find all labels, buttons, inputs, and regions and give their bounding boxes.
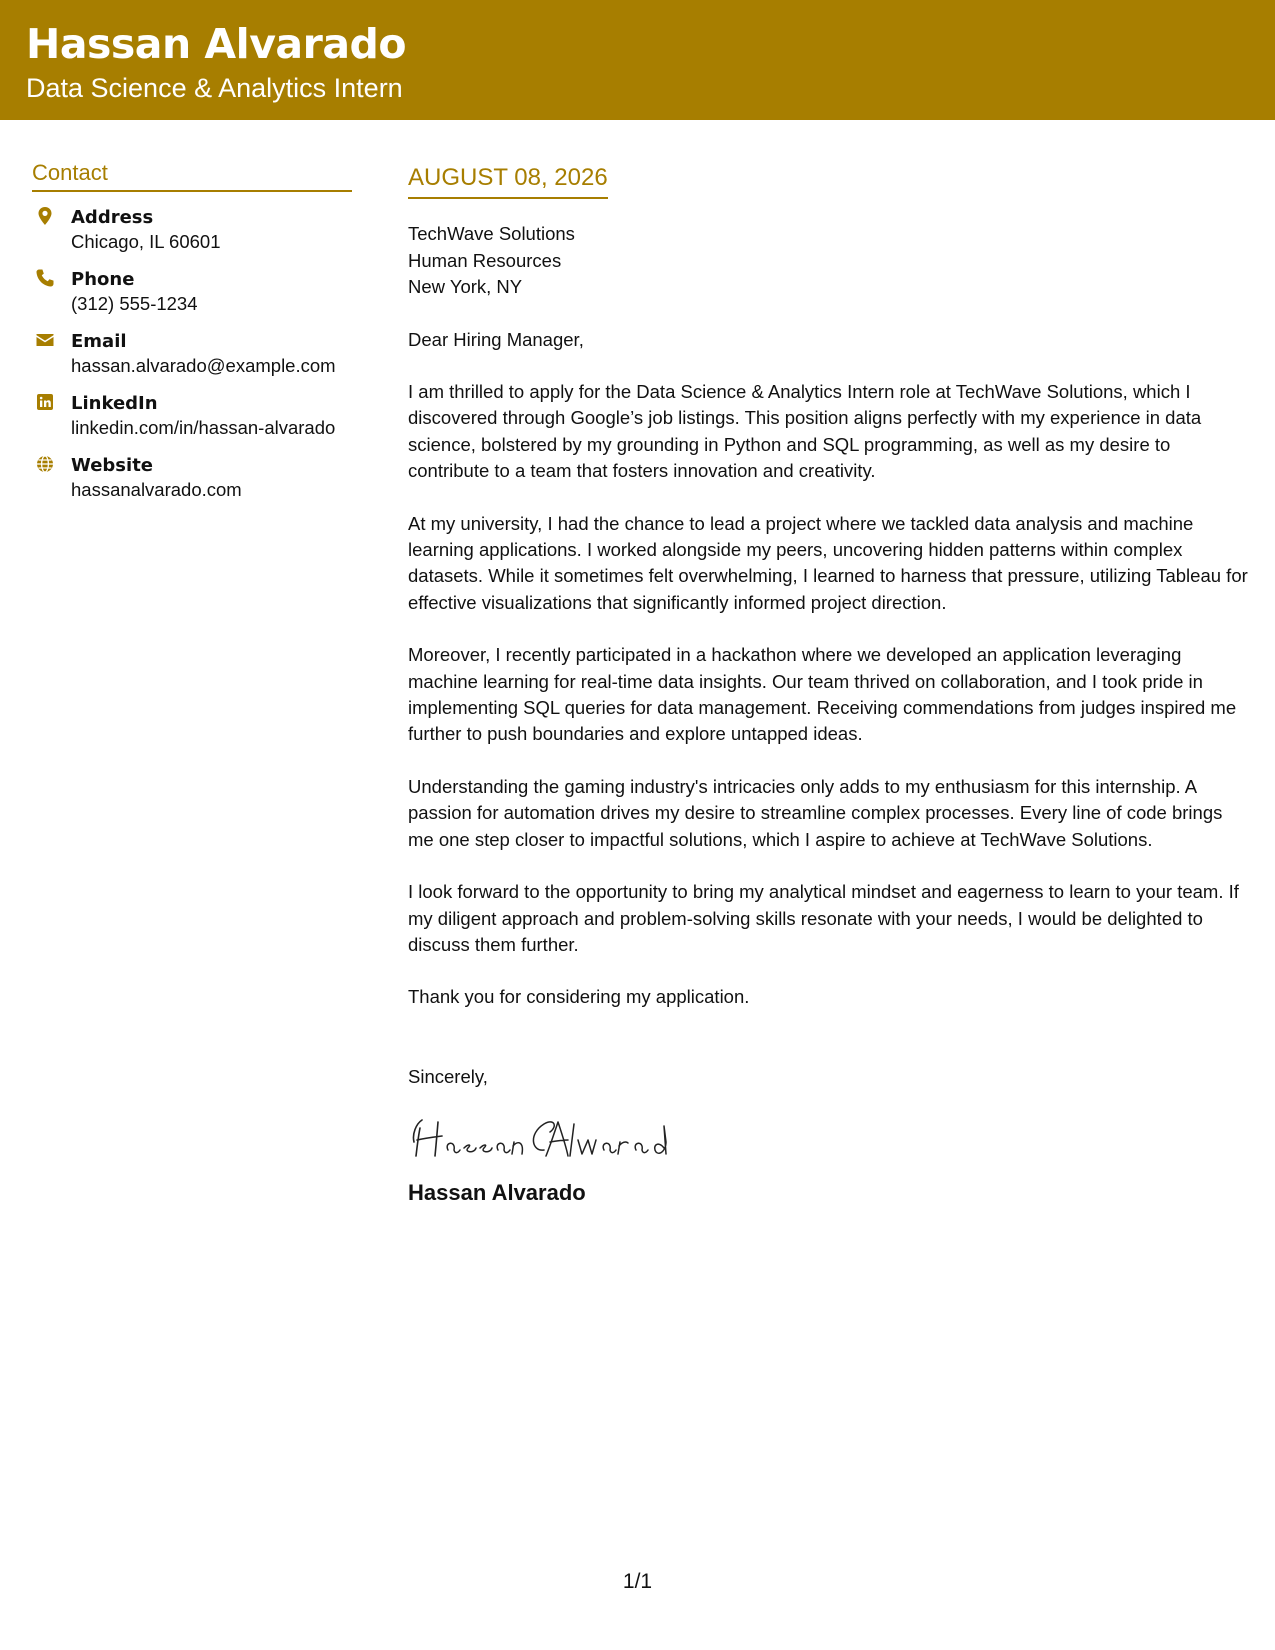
recipient-department: Human Resources	[408, 249, 562, 271]
phone-label: Phone	[71, 269, 135, 290]
linkedin-icon	[35, 392, 55, 412]
paragraph-5: I look forward to the opportunity to bring my analytical mindset and eagerness to learn to your team. If my diligent approach and problem-solving skills resonate with your needs, I would be delighted to discuss them further.	[408, 881, 1239, 955]
email-value: hassan.alvarado@example.com	[71, 355, 336, 376]
signer-name: Hassan Alvarado	[408, 1180, 586, 1206]
thanks-line: Thank you for considering my application.	[408, 986, 750, 1008]
handwritten-signature	[408, 1112, 678, 1162]
recipient-location: New York, NY	[408, 276, 523, 297]
phone-value: (312) 555-1234	[71, 293, 198, 314]
applicant-name: Hassan Alvarado	[26, 20, 406, 68]
address-value: Chicago, IL 60601	[71, 231, 221, 252]
paragraph-3: Moreover, I recently participated in a hackathon where we developed an application leveraging machine learning for real-time data insights. Our team thrived on collaboration, and I took pride in implementing SQL queries for data management. Receiving commendations from judges inspired me further to push boundaries and explore untapped ideas.	[408, 644, 1237, 745]
page-number: 1/1	[622, 1570, 653, 1593]
linkedin-value: linkedin.com/in/hassan-alvarado	[71, 417, 336, 438]
contact-item-phone	[32, 268, 352, 316]
envelope-icon	[35, 330, 55, 350]
header-banner	[0, 0, 1275, 120]
address-label: Address	[71, 207, 154, 228]
letter-body	[408, 164, 1248, 1206]
contact-item-linkedin	[32, 392, 352, 440]
globe-icon	[35, 454, 55, 474]
recipient-company: TechWave Solutions	[408, 223, 575, 244]
contact-heading: Contact	[32, 160, 352, 192]
contact-item-address	[32, 206, 352, 254]
paragraph-4: Understanding the gaming industry's intricacies only adds to my enthusiasm for this internship. A passion for automation drives my desire to streamline complex processes. Every line of code brings me one step closer to impactful solutions, which I aspire to achieve at TechWave Solutions.	[408, 775, 1223, 850]
website-label: Website	[71, 455, 154, 476]
paragraph-2: At my university, I had the chance to lead a project where we tackled data analysis and machine learning applications. I worked alongside my peers, uncovering hidden patterns within complex datasets. While it sometimes felt overwhelming, I learned to harness that pressure, utilizing Tableau for effective visualizations that significantly informed project direction.	[408, 512, 1248, 613]
phone-icon	[35, 268, 55, 288]
contact-item-email	[32, 330, 352, 378]
paragraph-1: I am thrilled to apply for the Data Science & Analytics Intern role at TechWave Solutions, which I discovered through Google’s job listings. This position aligns perfectly with my experience in data science, bolstered by my grounding in Python and SQL programming, as well as my desire to contribute to a team that fosters innovation and creativity.	[408, 381, 1202, 482]
website-value: hassanalvarado.com	[71, 479, 242, 500]
email-label: Email	[71, 331, 127, 352]
salutation: Dear Hiring Manager,	[408, 328, 584, 350]
contact-item-website	[32, 454, 352, 502]
map-pin-icon	[35, 206, 55, 226]
recipient-block	[408, 221, 1248, 301]
linkedin-label: LinkedIn	[71, 393, 158, 414]
sign-off: Sincerely,	[408, 1065, 488, 1087]
contact-sidebar	[32, 160, 352, 516]
letter-date: AUGUST 08, 2026	[408, 164, 608, 199]
applicant-title: Data Science & Analytics Intern	[26, 73, 403, 103]
